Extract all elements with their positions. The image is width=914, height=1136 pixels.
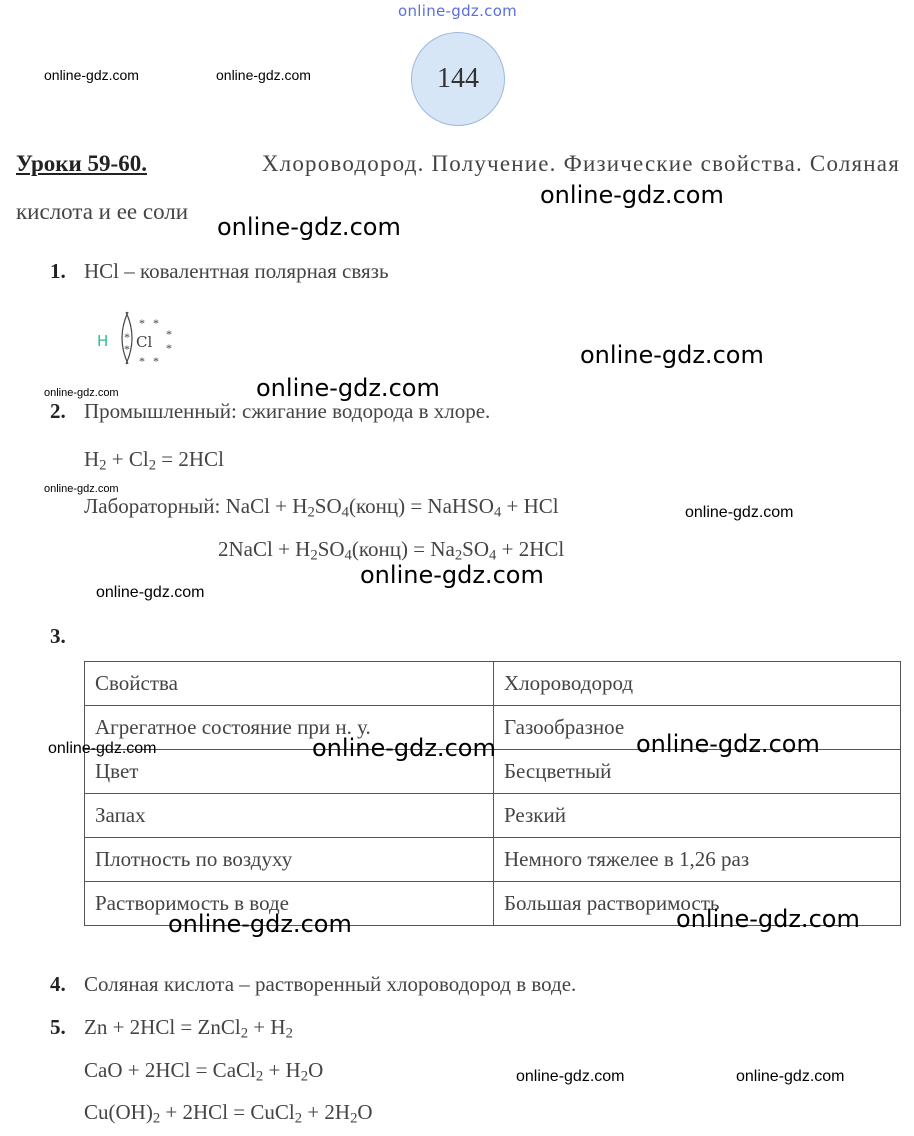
lewis-h-label: H (97, 332, 109, 350)
watermark: online-gdz.com (217, 213, 401, 241)
electron-dot: * (139, 354, 145, 368)
table-cell: Цвет (85, 750, 494, 794)
watermark: online-gdz.com (676, 905, 860, 933)
watermark: online-gdz.com (168, 910, 352, 938)
equation-cao: CaO + 2HCl = CaCl$_2$ + $H_2O$ (84, 1058, 324, 1085)
watermark: online-gdz.com (736, 1068, 845, 1085)
watermark: online-gdz.com (216, 67, 311, 83)
table-row (85, 794, 901, 838)
watermark: online-gdz.com (48, 740, 157, 757)
table-header-cell: Хлороводород (494, 662, 901, 706)
watermark-top: online-gdz.com (398, 2, 518, 20)
item-5-number: 5. (50, 1015, 66, 1039)
watermark: online-gdz.com (44, 387, 119, 399)
lewis-structure-diagram (96, 308, 186, 368)
watermark: online-gdz.com (44, 483, 119, 495)
item-1-number: 1. (50, 259, 66, 283)
watermark: online-gdz.com (312, 734, 496, 762)
table-cell: Газообразное (494, 706, 901, 750)
lesson-heading (16, 151, 900, 177)
table-header-cell: Свойства (85, 662, 494, 706)
lewis-cl-label: Cl (136, 333, 153, 351)
lesson-number: Уроки 59-60. (16, 151, 147, 176)
electron-dot: * (139, 316, 145, 330)
page-number-badge (411, 32, 505, 126)
item-1-text: HCl – ковалентная полярная связь (84, 259, 389, 283)
table-header-row (85, 662, 901, 706)
watermark: online-gdz.com (580, 341, 764, 369)
lesson-title-line2: кислота и ее соли (16, 199, 189, 224)
watermark: online-gdz.com (516, 1068, 625, 1085)
lesson-title: Хлороводород. Получение. Физические свойства. Соляная (261, 151, 900, 176)
properties-table (84, 661, 901, 926)
watermark: online-gdz.com (96, 584, 205, 601)
electron-dot: * (124, 342, 130, 356)
watermark: online-gdz.com (540, 181, 724, 209)
table-cell: Плотность по воздуху (85, 838, 494, 882)
electron-dot: * (124, 330, 130, 344)
item-4-text: Соляная кислота – растворенный хлороводород в воде. (84, 972, 577, 996)
electron-dot: * (153, 316, 159, 330)
table-cell: Резкий (494, 794, 901, 838)
watermark: online-gdz.com (360, 561, 544, 589)
equation-zn: Zn + 2HCl = ZnCl$_2$ + $H_2$ (84, 1015, 293, 1042)
page-number: 144 (437, 63, 479, 94)
table-cell: Бесцветный (494, 750, 901, 794)
equation-lab-1: Лабораторный: NaCl + $H_2SO_4(конц)$ = NaHSO$_4$ + HCl (84, 494, 559, 521)
table-cell: Немного тяжелее в 1,26 раз (494, 838, 901, 882)
equation-lab-2: 2NaCl + $H_2SO_4(конц) = Na_2SO_4 + 2HCl$ (218, 537, 565, 564)
watermark: online-gdz.com (685, 504, 794, 521)
table-cell: Запах (85, 794, 494, 838)
table-cell: Большая растворимость (494, 882, 901, 926)
electron-dot: * (153, 354, 159, 368)
item-2-number: 2. (50, 399, 66, 423)
item-2-text: Промышленный: сжигание водорода в хлоре. (84, 399, 491, 423)
electron-dot: * (166, 341, 172, 355)
watermark: online-gdz.com (44, 67, 139, 83)
watermark: online-gdz.com (256, 374, 440, 402)
table-row (85, 838, 901, 882)
table-cell: Растворимость в воде (85, 882, 494, 926)
equation-h2-cl2: $H_2 + Cl_2 = 2HCl$ (84, 447, 224, 474)
item-3-number: 3. (50, 624, 66, 648)
watermark: online-gdz.com (636, 730, 820, 758)
electron-dot: * (166, 327, 172, 341)
equation-cuoh2: $Cu(OH)_2 + 2HCl$ = CuCl$_2$ + $2H_2O$ (84, 1100, 373, 1127)
table-cell: Агрегатное состояние при н. у. (85, 706, 494, 750)
item-4-number: 4. (50, 972, 66, 996)
